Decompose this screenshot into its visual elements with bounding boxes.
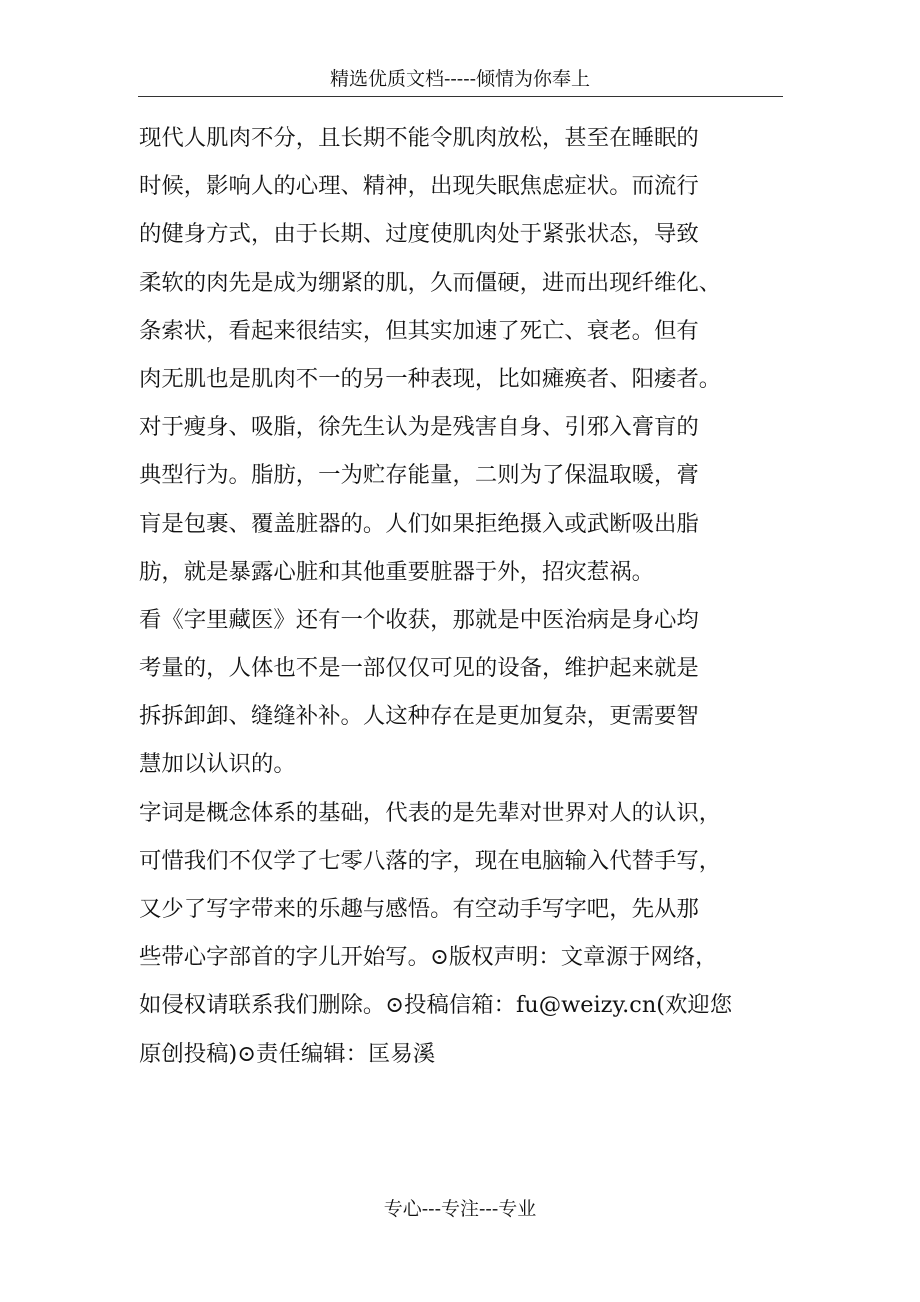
text-line: 些带心字部首的字儿开始写。⊙版权声明：文章源于网络，	[139, 944, 718, 971]
text-line: 现代人肌肉不分，且长期不能令肌肉放松，甚至在睡眠的	[139, 125, 699, 151]
page-footer: 专心---专注---专业	[383, 1198, 537, 1220]
text-line: 典型行为。脂肪，一为贮存能量，二则为了保温取暖，膏	[139, 462, 699, 489]
text-line: 肪，就是暴露心脏和其他重要脏器于外，招灾惹祸。	[139, 558, 654, 585]
paragraph-1	[139, 114, 789, 596]
text-line: 肓是包裹、覆盖脏器的。人们如果拒绝摄入或武断吸出脂	[139, 510, 699, 537]
text-line: 慧加以认识的。	[139, 751, 296, 778]
text-line: 看《字里藏医》还有一个收获，那就是中医治病是身心均	[139, 606, 699, 633]
text-line: 肉无肌也是肌肉不一的另一种表现，比如瘫痪者、阳痿者。	[139, 365, 722, 392]
text-line: 可惜我们不仅学了七零八落的字，现在电脑输入代替手写，	[139, 847, 722, 874]
article-body	[139, 114, 789, 1078]
text-line: 如侵权请联系我们删除。⊙投稿信箱：fu@weizy.cn(欢迎您	[139, 992, 733, 1019]
header-divider	[138, 96, 783, 97]
text-line: 对于瘦身、吸脂，徐先生认为是残害自身、引邪入膏肓的	[139, 414, 699, 441]
text-line: 字词是概念体系的基础，代表的是先辈对世界对人的认识，	[139, 799, 722, 826]
paragraph-2	[139, 596, 789, 789]
page-header: 精选优质文档-----倾情为你奉上	[329, 68, 591, 90]
text-line: 时候，影响人的心理、精神，出现失眠焦虑症状。而流行	[139, 173, 699, 200]
text-line: 考量的，人体也不是一部仅仅可见的设备，维护起来就是	[139, 655, 699, 682]
text-line: 拆拆卸卸、缝缝补补。人这种存在是更加复杂，更需要智	[139, 703, 699, 730]
text-line: 条索状，看起来很结实，但其实加速了死亡、衰老。但有	[139, 317, 699, 344]
text-line: 柔软的肉先是成为绷紧的肌，久而僵硬，进而出现纤维化、	[139, 269, 722, 296]
text-line: 又少了写字带来的乐趣与感悟。有空动手写字吧，先从那	[139, 896, 699, 922]
text-line: 的健身方式，由于长期、过度使肌肉处于紧张状态，导致	[139, 221, 699, 248]
text-line: 原创投稿)⊙责任编辑：匡易溪	[139, 1040, 436, 1067]
paragraph-3	[139, 789, 789, 1078]
